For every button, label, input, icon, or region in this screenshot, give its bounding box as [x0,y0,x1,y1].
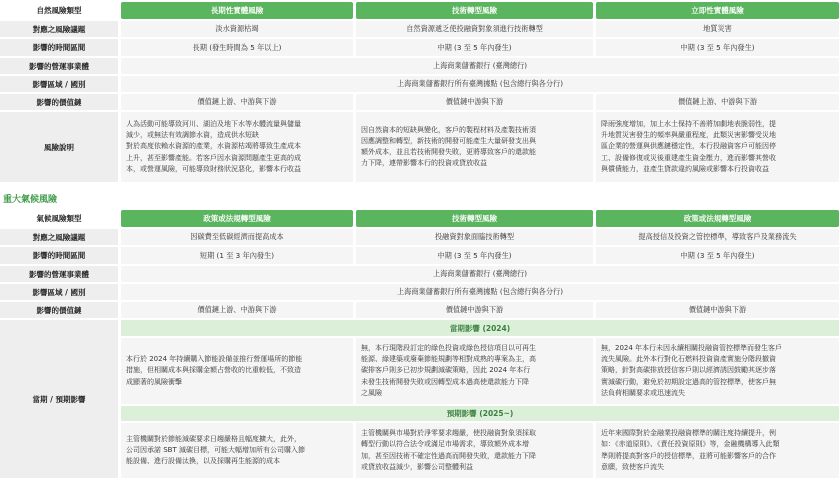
climate-horizon-3: 中期 (3 至 5 年內發生) [596,247,839,264]
text-line: 意願，致使客戶流失 [601,462,664,471]
nature-desc-label: 風險說明 [0,112,118,182]
text-line: 額外成本，並且若技術開發失敗，更將導致客戶的還款能 [361,148,536,156]
climate-horizon-label: 影響的時間區間 [0,247,118,264]
text-line: 本行於 2024 年持續購入節能設備並推行營運場所的節能 [126,355,303,364]
text-line: 降雨強度增加，加上水土保持不善將加劇地表脆弱性，提 [601,119,776,128]
nature-risk-type-label: 自然風險類型 [36,6,82,15]
climate-chain-2: 價值鏈中游與下游 [356,302,593,318]
nature-business-label: 影響的營運事業體 [0,58,118,74]
nature-chain-1: 價值鏈上游、中游與下游 [121,94,353,110]
text-line: 措施，但相關成本與採購金額占營收的比重較低，不致造 [126,366,301,375]
climate-col-header-1: 政策或法規轉型風險 [121,210,353,227]
text-line: 碳排客戶則多已初步規劃減碳策略，因此 2024 年本行 [361,366,531,375]
text-line: 主管機關對於節能減碳要求日趨嚴格且幅度擴大，此外， [126,434,301,443]
text-line: 未發生技術開發失敗或因轉型成本過高使還款能力下降 [361,377,529,386]
nature-business-value: 上海商業儲蓄銀行 (臺灣總行) [121,58,839,74]
climate-horizon-2: 中期 (3 至 5 年內發生) [356,247,593,264]
text-line: 因應調整和轉型，新技術的開發可能產生大量研發支出與 [361,136,536,145]
text-line: 無，2024 年本行未因永續相關投融資管控標準而發生客戶 [601,343,783,352]
nature-issue-2: 自然資源遞乏使投融資對象須進行技術轉型 [356,21,593,37]
nature-chain-label: 影響的價值鏈 [0,94,118,110]
nature-desc-2 [356,112,593,182]
current-impact-title: 當期影響 (2024) [121,320,839,336]
climate-issue-label: 對應之風險議題 [0,229,118,245]
text-line: 升地質災害發生的頻率與嚴重程度，此類災害影響受災地 [601,131,776,140]
nature-horizon-label: 影響的時間區間 [0,39,118,56]
climate-region-label: 影響區域 / 國別 [0,284,118,300]
expected-impact-2 [356,423,593,478]
expected-impact-1 [121,423,353,478]
text-line: 減少，或無法有效調節水資，造成供水短缺 [126,131,259,140]
text-line: 公司因承諾 SBT 減碳目標，可能大幅增加所有公司購入節 [126,445,305,454]
text-line: 與償債能力，並產生貸款違約風險或影響本行投資收益 [601,164,769,173]
text-line: 人為活動可能導致河川、湖泊及地下水等水體流量與儲量 [126,119,301,128]
nature-issue-3: 地質災害 [596,21,839,37]
nature-chain-2: 價值鏈中游與下游 [356,94,593,110]
climate-issue-3: 提高授信及投資之管控標準，導致客戶及業務流失 [596,229,839,245]
climate-region-value: 上海商業儲蓄銀行所有臺灣據點 (包含總行與各分行) [121,284,839,300]
nature-desc-1 [121,112,353,182]
nature-horizon-3: 中期 (3 至 5 年內發生) [596,39,839,56]
climate-horizon-1: 短期 (1 至 3 年內發生) [121,247,353,264]
climate-col-header-3: 政策或法規轉型風險 [596,210,839,227]
section-title-climate: 重大氣候風險 [3,195,58,205]
text-line: 成顯著的風險衝擊 [126,377,182,386]
climate-col-header-2: 技術轉型風險 [356,210,593,227]
text-line: 近年來國際對於金融業投融資標準的關注度持續提升，例 [601,429,776,438]
climate-issue-1: 因碳費至低碳經濟而提高成本 [121,229,353,245]
nature-col-header-1: 長期性實體風險 [121,2,353,19]
text-line: 法負荷相關要求或迅速流失 [601,388,685,397]
nature-chain-3: 價值鏈上游、中游與下游 [596,94,839,110]
text-line: 加，甚至因技術不確定性過高而開發失敗，還款能力下降 [361,451,536,460]
text-line: 上升，甚至影響產能。若客戶因水資源問題產生更高的成 [126,153,301,162]
climate-business-value: 上海商業儲蓄銀行 (臺灣總行) [121,266,839,282]
current-impact-2 [356,338,593,404]
text-line: 對於高度依賴水資源的產業，水資源枯竭將導致生產成本 [126,142,301,151]
current-impact-1 [121,338,353,404]
climate-risk-type-label: 氣候風險類型 [36,214,82,223]
text-line: 如：《赤道原則》、《責任投資原則》等，金融機構導入此類 [601,440,780,449]
text-line: 因自然資本的短缺與變化，客戶的製程材料及產製技術須 [361,125,536,134]
climate-impact-label: 當期 / 預期影響 [0,320,118,478]
climate-chain-label: 影響的價值鏈 [0,302,118,318]
text-line: 轉型行動以符合法令或滿足市場需求，導致額外成本增 [361,440,529,449]
text-line: 策略，針對高碳排放授信客戶則以經濟誘因鼓勵其逐步落 [601,366,776,375]
text-line: 之風險 [361,388,382,397]
text-line: 流失風險。此外本行對化石燃料投資資產實施分階段撤資 [601,355,776,364]
text-line: 本，或營運風險，可能導致財務狀況惡化，影響本行收益 [126,164,301,173]
text-line: 或貸放收益減少，影響公司整體利益 [361,462,473,471]
text-line: 工、設備修復或災後重建產生資金壓力，進而影響其營收 [601,153,776,162]
nature-col-header-2: 技術轉型風險 [356,2,593,19]
nature-issue-label: 對應之風險議題 [0,21,118,37]
text-line: 準則將提高對客戶的授信標準，並將可能影響客戶的合作 [601,451,776,460]
expected-impact-3 [596,423,839,478]
nature-desc-3 [596,112,839,182]
text-line: 實減碳行動，避免於初期設定過高的管控標準，使客戶無 [601,377,776,386]
nature-col-header-3: 立即性實體風險 [596,2,839,19]
climate-business-label: 影響的營運事業體 [0,266,118,282]
climate-chain-3: 價值鏈中游與下游 [596,302,839,318]
nature-issue-1: 淡水資源枯竭 [121,21,353,37]
text-line: 主管機關與市場對於淨零要求趨嚴，使投融資對象須採取 [361,429,536,438]
text-line: 力下降，連帶影響本行的投資或貸放收益 [361,159,487,168]
text-line: 能源、綠建築或廢棄節能規劃等相對成熟的專案為主，高 [361,355,536,364]
nature-horizon-2: 中期 (3 至 5 年內發生) [356,39,593,56]
text-line: 區企業的營運與供應鏈穩定性，本行投融資客戶可能因停 [601,142,776,151]
nature-horizon-1: 長期 (發生時間為 5 年以上) [121,39,353,56]
text-line: 能設備、進行設備汰換，以及採購再生能源的成本 [126,457,280,466]
nature-region-label: 影響區域 / 國別 [0,76,118,92]
current-impact-3 [596,338,839,404]
climate-chain-1: 價值鏈上游、中游與下游 [121,302,353,318]
nature-region-value: 上海商業儲蓄銀行所有臺灣據點 (包含總行與各分行) [121,76,839,92]
text-line: 無，本行現階段訂定的綠色投資或綠色授信項目以可再生 [361,343,536,352]
expected-impact-title: 預期影響 (2025~) [121,406,839,421]
climate-issue-2: 投融資對象面臨技術轉型 [356,229,593,245]
